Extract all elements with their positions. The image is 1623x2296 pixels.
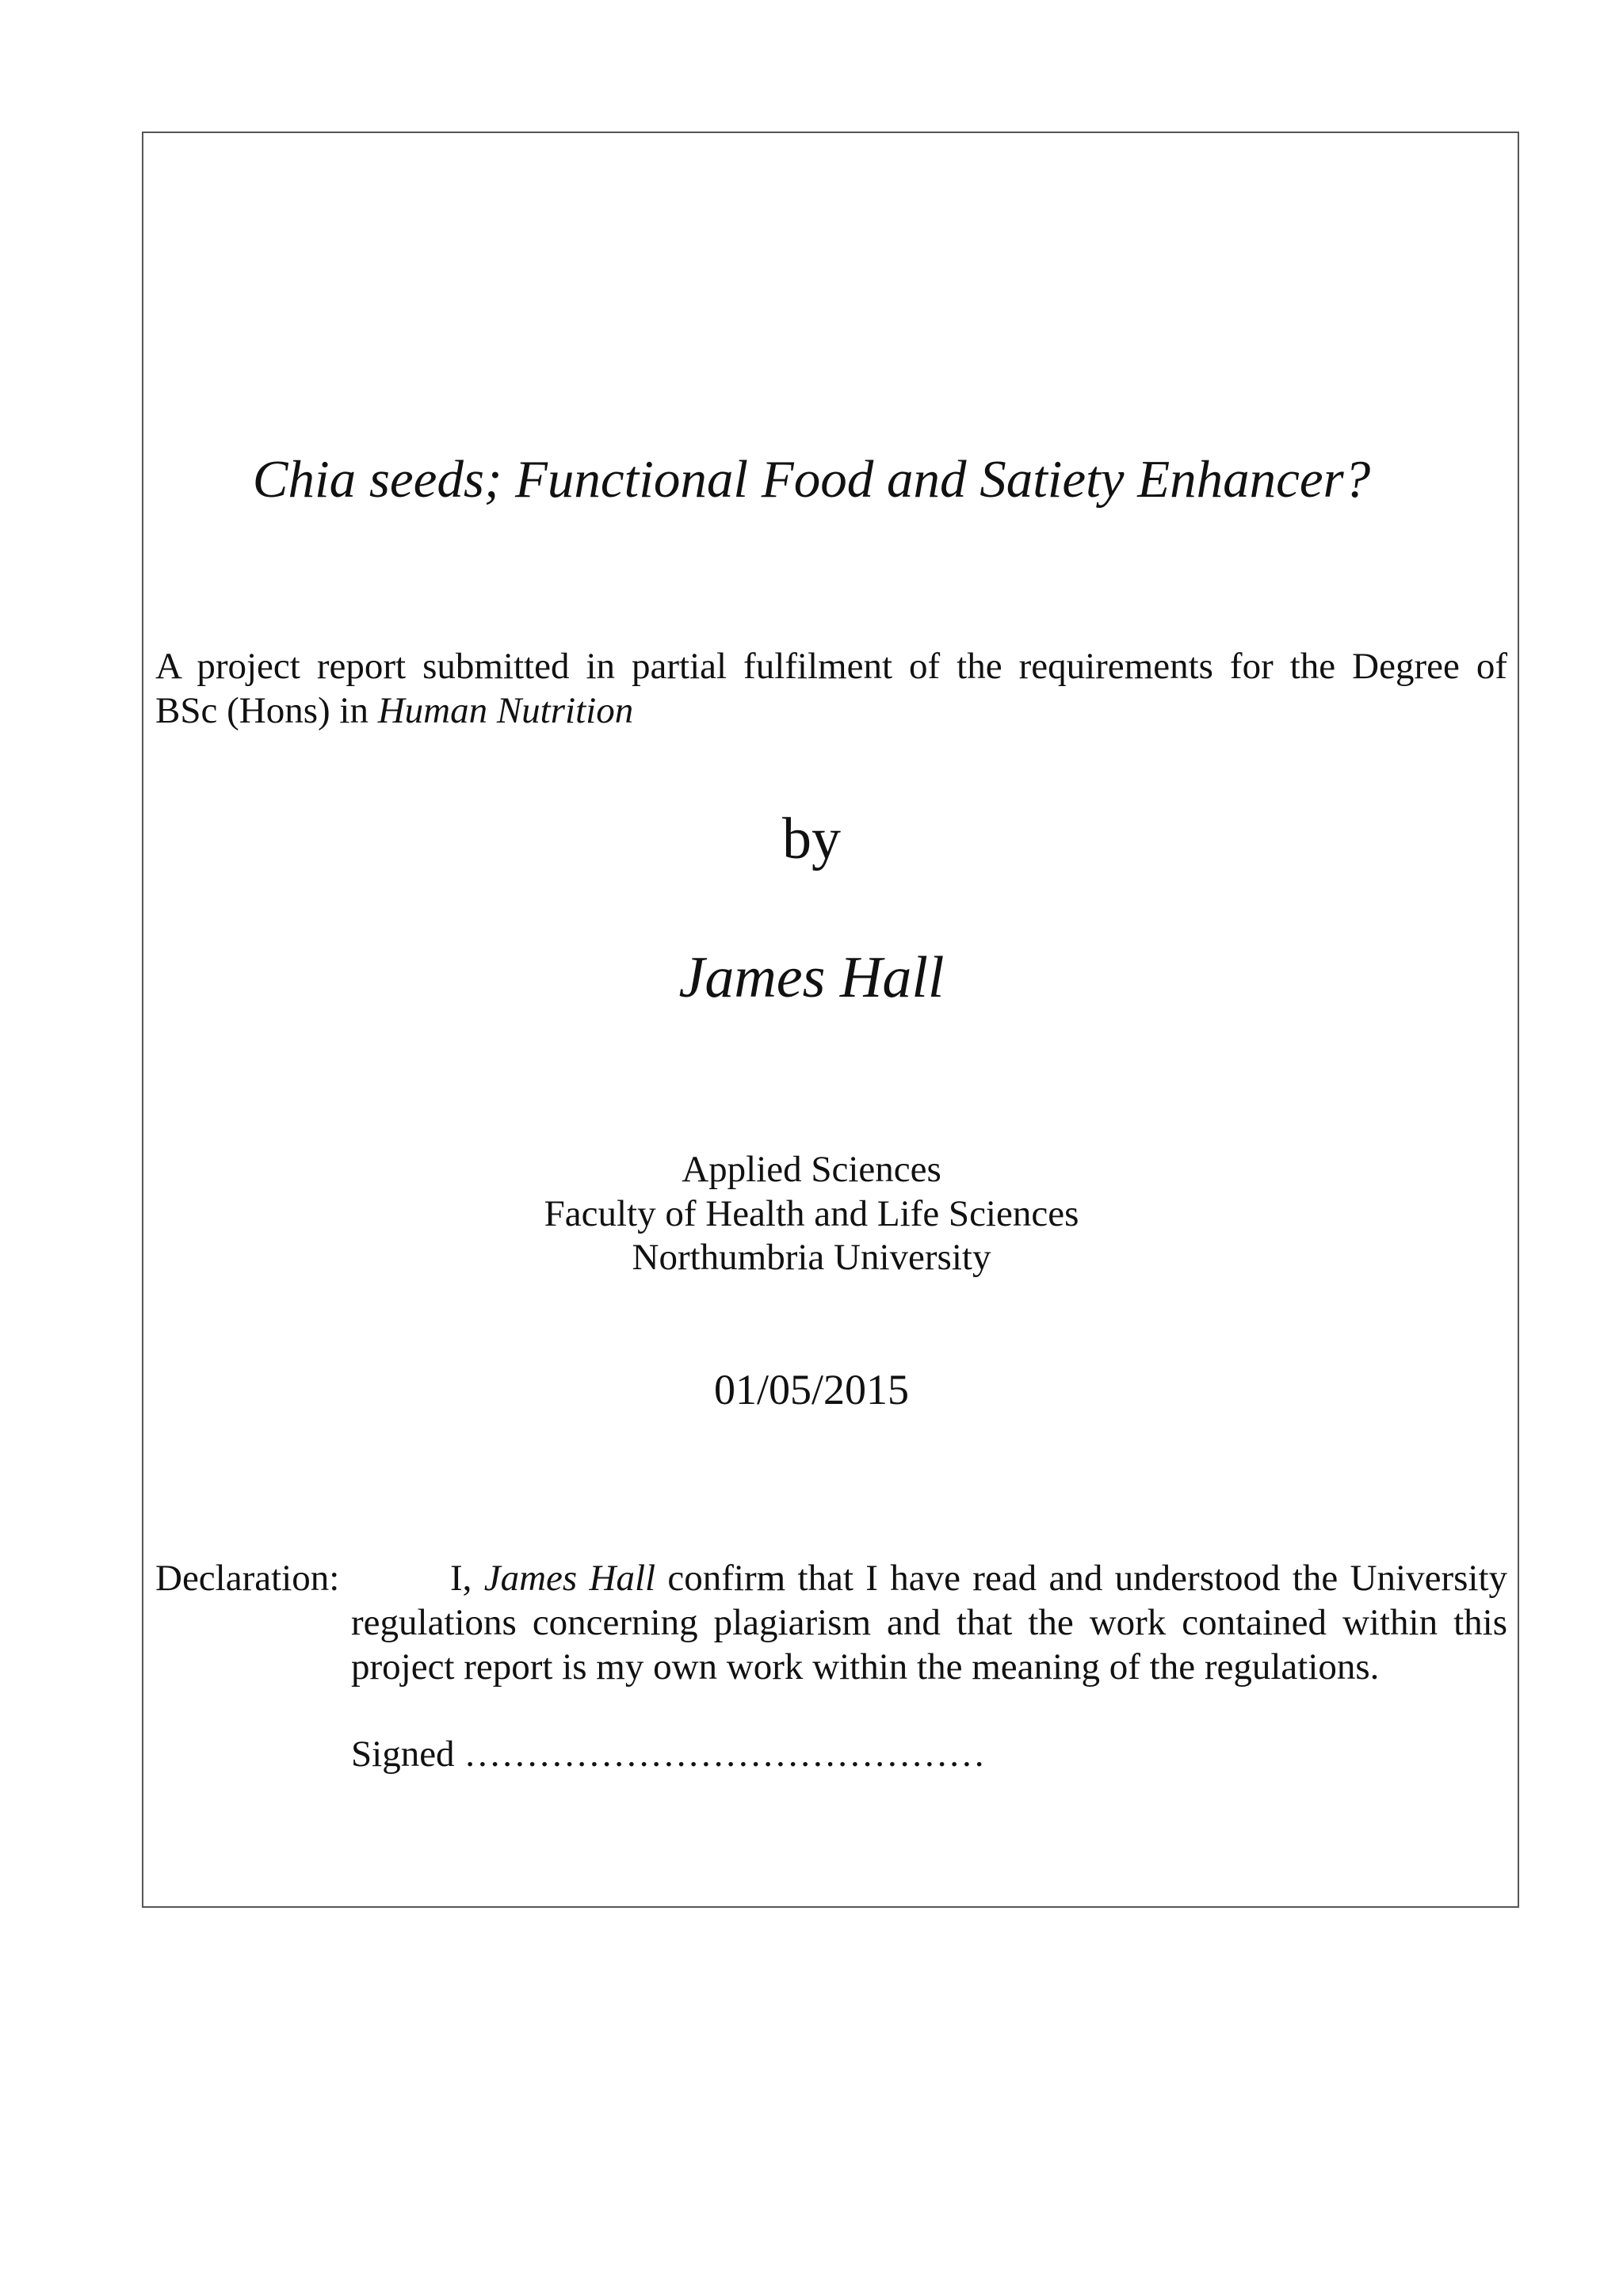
declaration-line-2: regulations concerning plagiarism and that the work contained within this — [351, 1602, 1507, 1643]
degree-subject: Human Nutrition — [377, 690, 634, 731]
submission-line-2 — [155, 688, 1507, 733]
declaration-line-1-rest: confirm that I have read and understood the University — [655, 1558, 1508, 1599]
signed-label: Signed — [351, 1733, 455, 1775]
declaration-line-1 — [351, 1556, 1507, 1600]
author-name: James Hall — [678, 945, 945, 1010]
university-name: Northumbria University — [632, 1237, 991, 1278]
declaration-pronoun: I, — [450, 1558, 484, 1599]
submission-line-1: A project report submitted in partial fulfilment of the requirements for the Degree of — [155, 646, 1507, 687]
degree-prefix: BSc (Hons) in — [155, 690, 378, 731]
submission-date: 01/05/2015 — [713, 1366, 909, 1413]
declaration-name: James Hall — [483, 1558, 656, 1599]
declaration-label: Declaration: — [155, 1558, 340, 1599]
submission-statement — [155, 644, 1507, 733]
by-label: by — [782, 807, 841, 871]
declaration-text — [351, 1556, 1507, 1689]
signature-dots: …………………………………… — [464, 1733, 986, 1775]
department-name: Applied Sciences — [682, 1149, 941, 1190]
signature-line — [351, 1732, 985, 1776]
report-title: Chia seeds; Functional Food and Satiety Enhancer? — [252, 450, 1371, 509]
declaration-line-3: project report is my own work within the meaning of the regulations. — [351, 1646, 1380, 1688]
faculty-name: Faculty of Health and Life Sciences — [544, 1193, 1079, 1234]
